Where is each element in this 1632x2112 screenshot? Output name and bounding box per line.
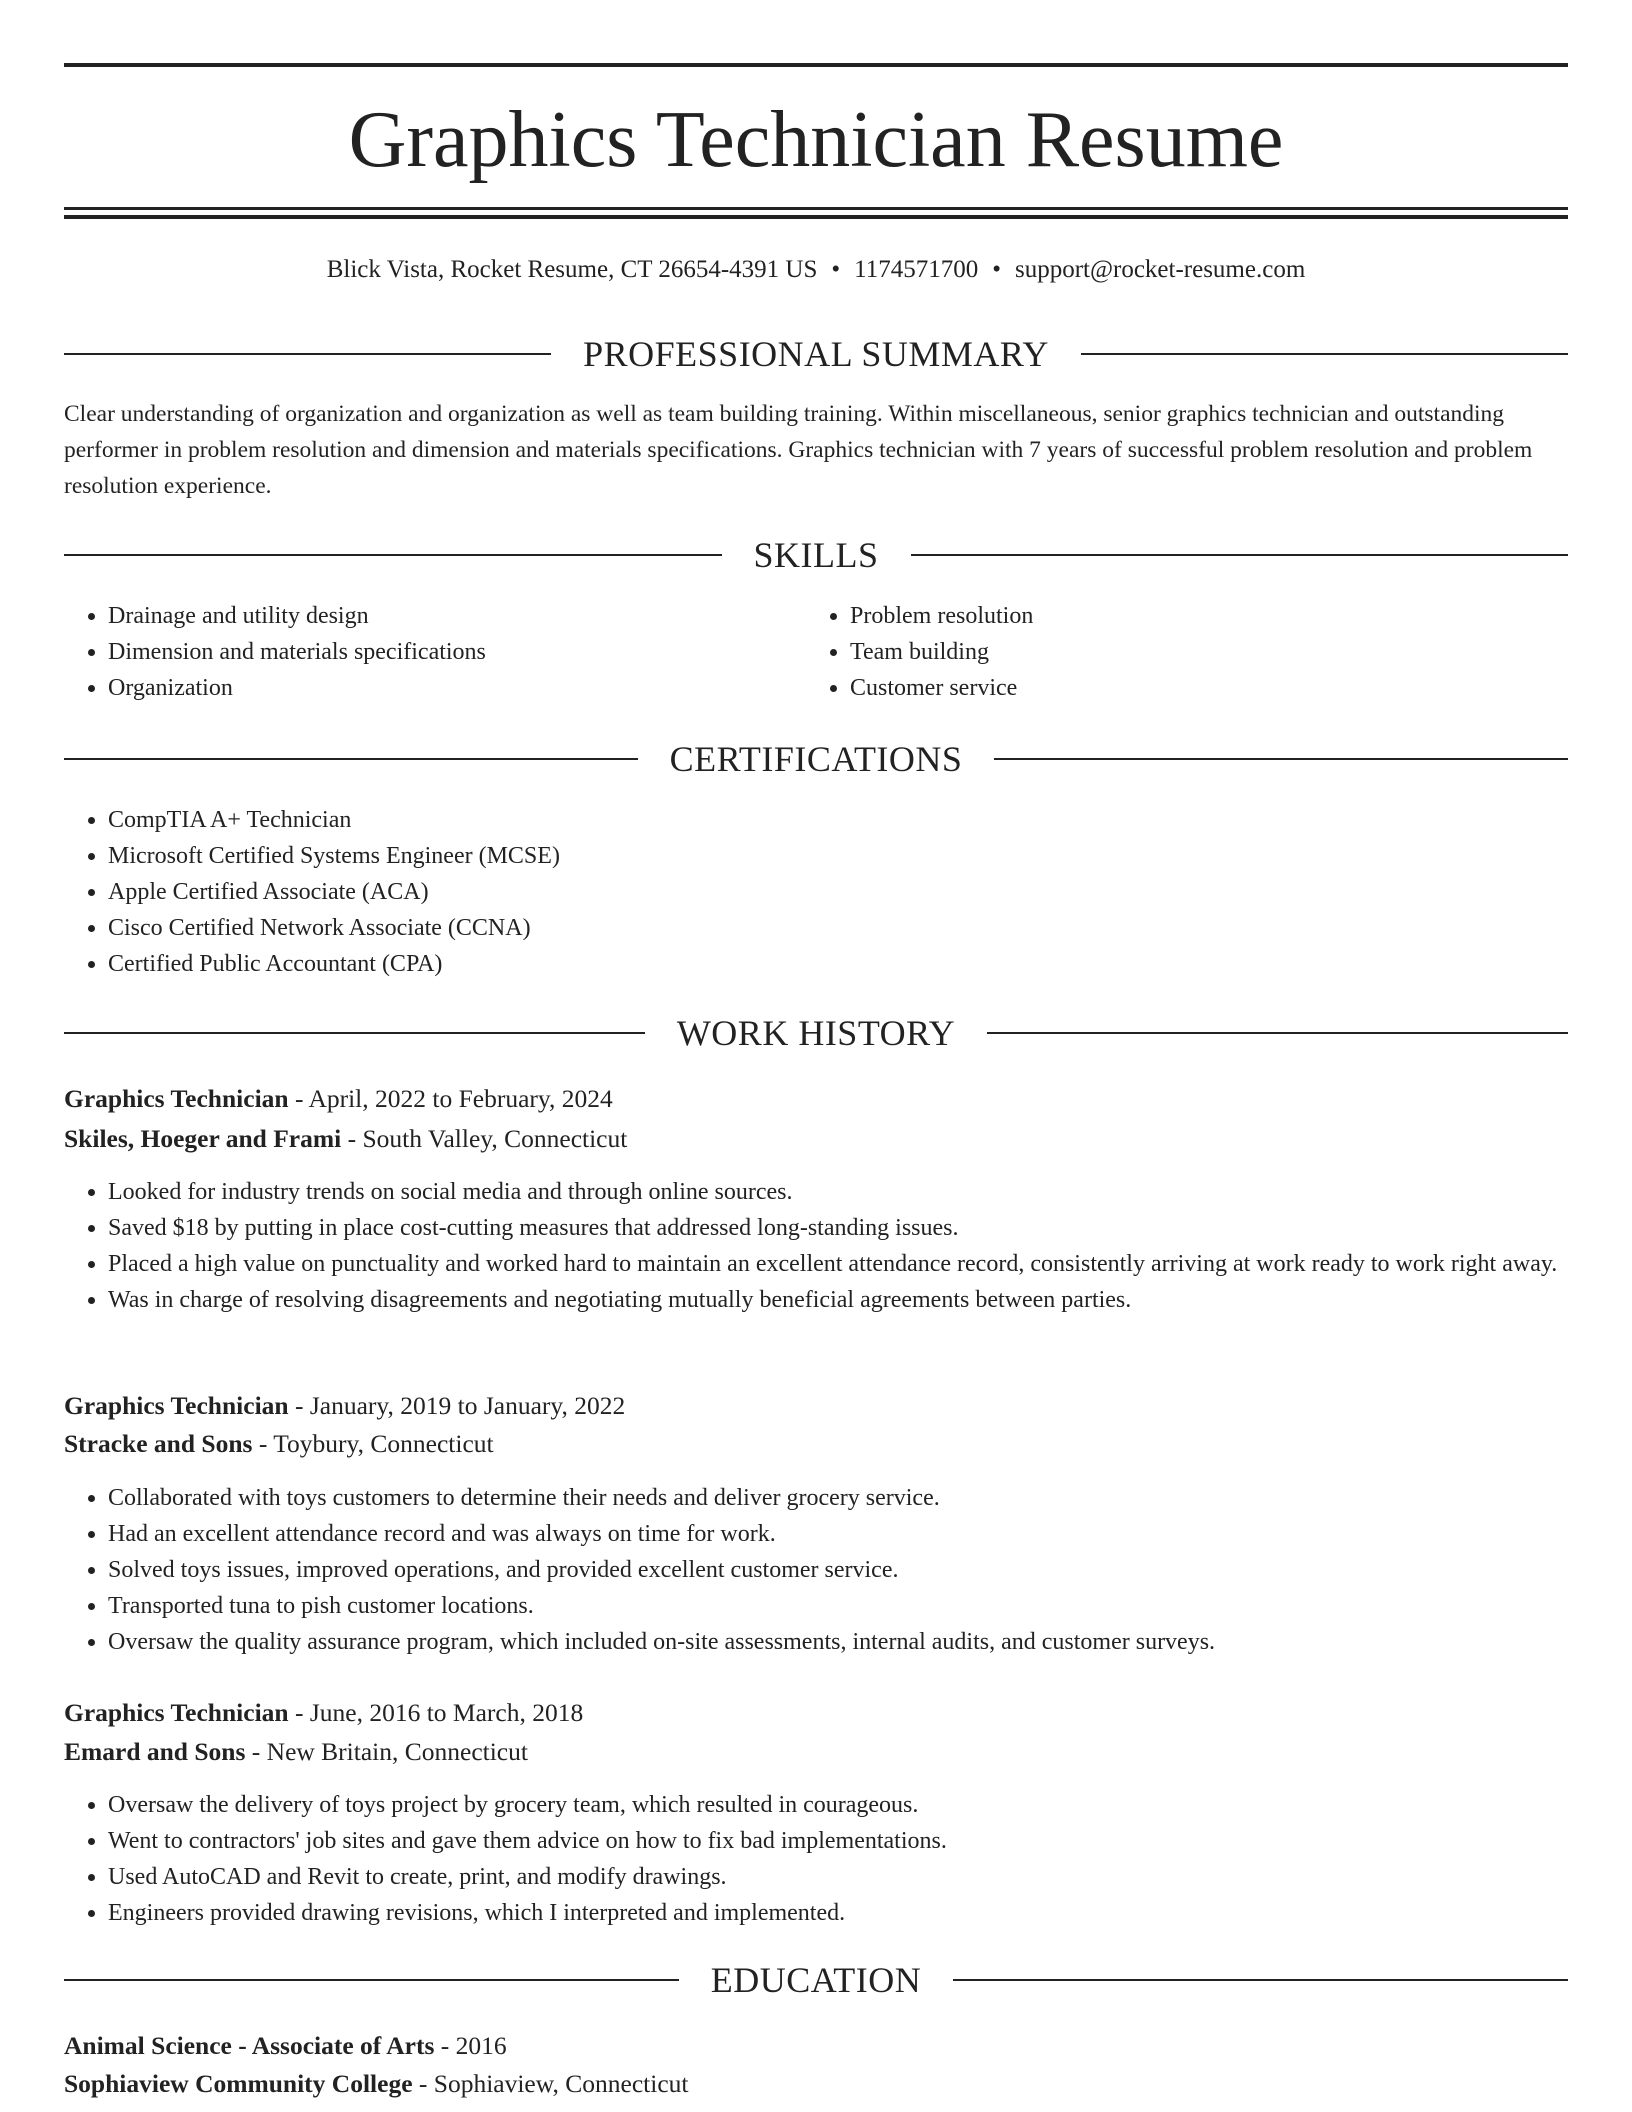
section-title: WORK HISTORY	[676, 1013, 956, 1053]
list-item: • Cisco Certified Network Associate (CCNA)	[108, 910, 1508, 946]
contact-address: Blick Vista, Rocket Resume, CT 26654-4391 US	[326, 256, 818, 283]
contact-separator: •	[992, 256, 1001, 283]
education-degree: Animal Science - Associate of Arts	[64, 2031, 435, 2060]
skills-heading	[64, 533, 1568, 577]
list-item: • Apple Certified Associate (ACA)	[108, 874, 1508, 910]
list-item: • Went to contractors' job sites and gave them advice on how to fix bad implementations.	[108, 1823, 1612, 1859]
job-company-line	[64, 1733, 1568, 1771]
job-bullets	[64, 1480, 1612, 1660]
job-title-line	[64, 1387, 1568, 1425]
list-item: • Microsoft Certified Systems Engineer (MCSE)	[108, 838, 1508, 874]
job-title-line	[64, 1080, 1568, 1118]
certifications-list	[64, 802, 1508, 982]
list-item: • Organization	[108, 670, 788, 706]
list-item: • Saved $18 by putting in place cost-cutting measures that addressed long-standing issues.	[108, 1210, 1612, 1246]
divider	[987, 1032, 1568, 1034]
skills-list-right	[806, 598, 1530, 706]
job-dates: - June, 2016 to March, 2018	[294, 1698, 584, 1727]
job-company: Stracke and Sons	[64, 1429, 253, 1458]
divider	[64, 758, 638, 760]
education-year: - 2016	[440, 2031, 507, 2060]
title-rule-lower	[64, 215, 1568, 219]
job-company-line	[64, 1120, 1568, 1158]
title-rule-upper	[64, 207, 1568, 210]
job-company: Skiles, Hoeger and Frami	[64, 1124, 342, 1153]
top-rule	[64, 63, 1568, 67]
divider	[911, 554, 1569, 556]
list-item: • Oversaw the quality assurance program, which included on-site assessments, internal audits, and customer surveys.	[108, 1624, 1612, 1660]
list-item: • Transported tuna to pish customer locations.	[108, 1588, 1612, 1624]
list-item: • Oversaw the delivery of toys project by grocery team, which resulted in courageous.	[108, 1787, 1612, 1823]
list-item: • Looked for industry trends on social media and through online sources.	[108, 1174, 1612, 1210]
list-item: • Customer service	[850, 670, 1530, 706]
list-item: • CompTIA A+ Technician	[108, 802, 1508, 838]
section-title: EDUCATION	[710, 1960, 922, 2000]
education-school-line	[64, 2065, 1568, 2103]
list-item: • Was in charge of resolving disagreements and negotiating mutually beneficial agreements between parties.	[108, 1282, 1612, 1318]
contact-separator: •	[831, 256, 841, 283]
list-item: • Placed a high value on punctuality and worked hard to maintain an excellent attendance record, consistently arriving at work ready to work right away.	[108, 1246, 1612, 1282]
list-item: • Used AutoCAD and Revit to create, print, and modify drawings.	[108, 1859, 1612, 1895]
job-company: Emard and Sons	[64, 1737, 246, 1766]
summary-text: Clear understanding of organization and organization as well as team building training. Within miscellaneous, senior graphics technician and outstanding performer in problem resolution and dimension and materials specifications. Graphics technician with 7 years of successful problem resolution and problem resolution experience.	[64, 401, 1533, 499]
job-dates: - April, 2022 to February, 2024	[294, 1084, 613, 1113]
job-location: - New Britain, Connecticut	[251, 1737, 528, 1766]
job-title: Graphics Technician	[64, 1391, 289, 1420]
divider	[64, 1979, 679, 1981]
divider	[994, 758, 1568, 760]
work-history-heading	[64, 1011, 1568, 1055]
page-title: Graphics Technician Resume	[348, 96, 1284, 184]
education-heading	[64, 1958, 1568, 2002]
list-item: • Team building	[850, 634, 1530, 670]
list-item: • Drainage and utility design	[108, 598, 788, 634]
list-item: • Collaborated with toys customers to determine their needs and deliver grocery service.	[108, 1480, 1612, 1516]
divider	[953, 1979, 1568, 1981]
list-item: • Engineers provided drawing revisions, which I interpreted and implemented.	[108, 1895, 1612, 1931]
job-title: Graphics Technician	[64, 1698, 289, 1727]
job-title-line	[64, 1694, 1568, 1732]
summary-heading	[64, 332, 1568, 376]
skills-list-left	[64, 598, 788, 706]
section-title: CERTIFICATIONS	[669, 739, 963, 779]
list-item: • Dimension and materials specifications	[108, 634, 788, 670]
education-school: Sophiaview Community College	[64, 2069, 413, 2098]
education-degree-line	[64, 2027, 1568, 2065]
contact-email: support@rocket-resume.com	[1014, 256, 1306, 283]
list-item: • Had an excellent attendance record and was always on time for work.	[108, 1516, 1612, 1552]
job-location: - South Valley, Connecticut	[347, 1124, 628, 1153]
list-item: • Problem resolution	[850, 598, 1530, 634]
certifications-heading	[64, 737, 1568, 781]
list-item: • Certified Public Accountant (CPA)	[108, 946, 1508, 982]
contact-phone: 1174571700	[854, 256, 979, 283]
job-bullets	[64, 1787, 1612, 1931]
job-bullets	[64, 1174, 1612, 1318]
divider	[1081, 353, 1568, 355]
education-location: - Sophiaview, Connecticut	[418, 2069, 689, 2098]
section-title: SKILLS	[753, 535, 879, 575]
job-dates: - January, 2019 to January, 2022	[294, 1391, 626, 1420]
divider	[64, 353, 551, 355]
contact-line	[64, 252, 1568, 288]
job-location: - Toybury, Connecticut	[258, 1429, 494, 1458]
divider	[64, 1032, 645, 1034]
job-company-line	[64, 1425, 1568, 1463]
divider	[64, 554, 722, 556]
job-title: Graphics Technician	[64, 1084, 289, 1113]
section-title: PROFESSIONAL SUMMARY	[583, 334, 1049, 374]
list-item: • Solved toys issues, improved operations, and provided excellent customer service.	[108, 1552, 1612, 1588]
